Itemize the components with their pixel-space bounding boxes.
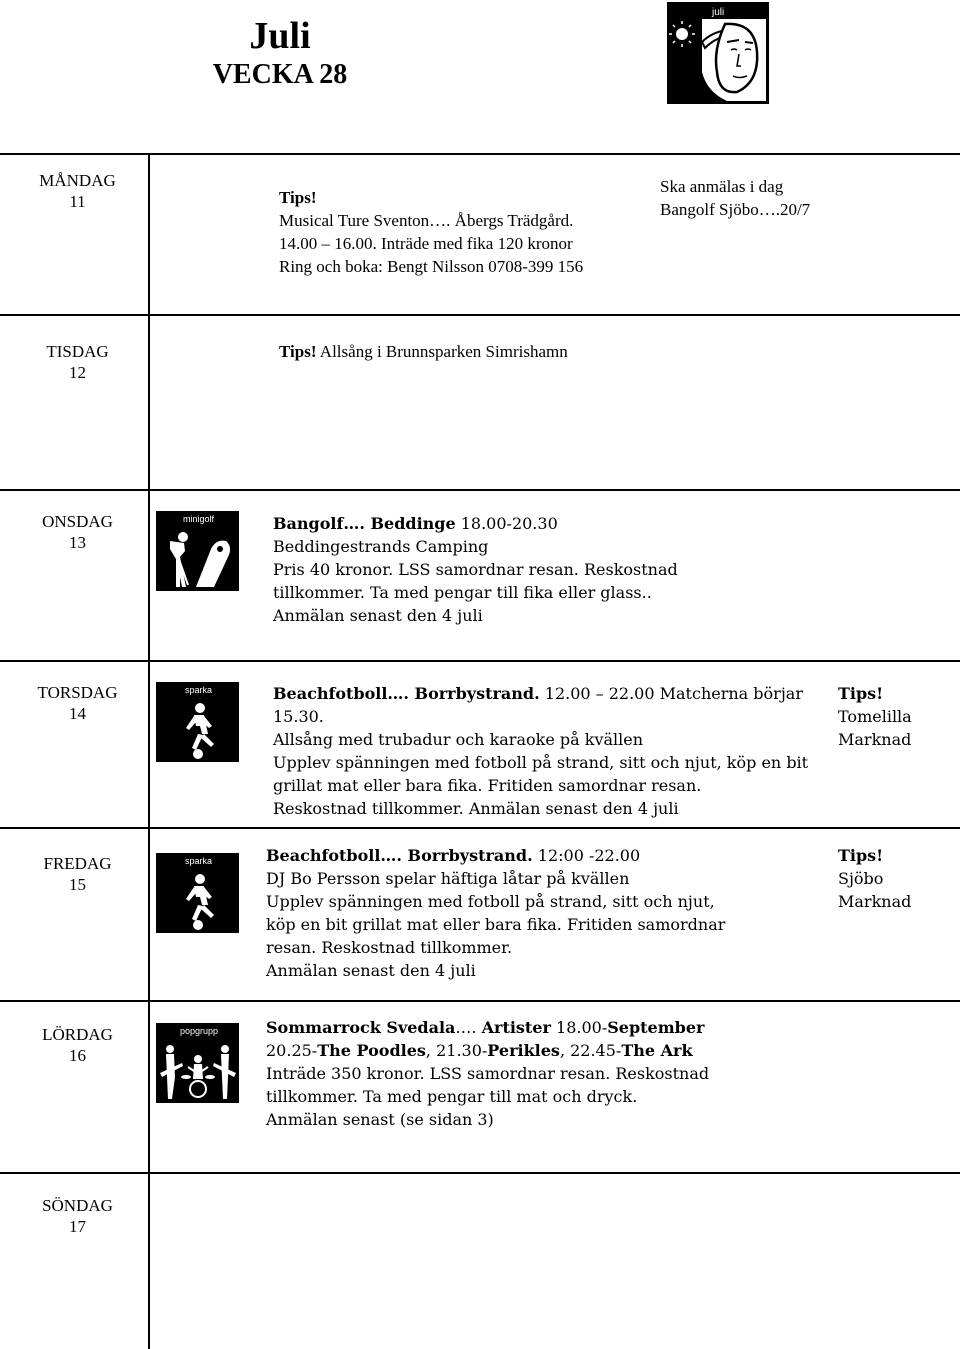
artist-name: The Ark <box>621 1041 693 1060</box>
image-label: juli <box>712 7 725 18</box>
day-name: ONSDAG <box>42 512 113 531</box>
event-line: grillat mat eller bara fika. Fritiden samordnar resan. <box>273 776 702 795</box>
event-line: Ring och boka: Bengt Nilsson 0708-399 156 <box>279 257 584 276</box>
event-time: 12.00 – 22.00 Matcherna börjar <box>539 684 803 703</box>
side-note: Marknad <box>838 730 912 749</box>
event-time: 20.25- <box>266 1041 318 1060</box>
kick-ball-icon <box>156 682 239 762</box>
event-line: Allsång med trubadur och karaoke på kvällen <box>273 730 644 749</box>
minigolf-icon <box>156 511 239 591</box>
event-line: Anmälan senast den 4 juli <box>273 606 483 625</box>
svg-text:sparka: sparka <box>185 856 213 866</box>
row-divider <box>0 827 960 829</box>
day-number: 11 <box>69 192 86 211</box>
tips-label: Tips! <box>838 846 884 865</box>
event-text: …. <box>455 1018 482 1037</box>
page-title: Juli <box>249 15 311 57</box>
event-time: 12:00 -22.00 <box>532 846 641 865</box>
event-line: Pris 40 kronor. LSS samordnar resan. Reskostnad <box>273 560 678 579</box>
day-name: TORSDAG <box>37 683 118 702</box>
day-number: 17 <box>69 1217 86 1236</box>
event-line: 14.00 – 16.00. Inträde med fika 120 kronor <box>279 234 573 253</box>
day-name: LÖRDAG <box>42 1025 113 1044</box>
event-line: 15.30. <box>273 707 324 726</box>
column-divider <box>148 153 150 1349</box>
svg-text:popgrupp: popgrupp <box>180 1026 219 1036</box>
side-note: Sjöbo <box>838 869 884 888</box>
event-line: Beddingestrands Camping <box>273 537 489 556</box>
event-time: , 22.45- <box>559 1041 622 1060</box>
event-line: köp en bit grillat mat eller bara fika. Fritiden samordnar <box>266 915 726 934</box>
svg-text:minigolf: minigolf <box>183 514 215 524</box>
row-divider <box>0 1172 960 1174</box>
event-time: , 21.30- <box>425 1041 488 1060</box>
tips-label: Tips! <box>838 684 884 703</box>
side-note: Ska anmälas i dag <box>660 177 784 196</box>
event-title: Artister <box>481 1018 551 1037</box>
event-line: Anmälan senast (se sidan 3) <box>266 1110 494 1129</box>
day-number: 13 <box>69 533 86 552</box>
tips-label: Tips! <box>279 342 317 361</box>
row-divider <box>0 153 960 155</box>
event-title: Bangolf…. Beddinge <box>273 514 456 533</box>
day-number: 15 <box>69 875 86 894</box>
day-number: 14 <box>69 704 86 723</box>
event-line: resan. Reskostnad tillkommer. <box>266 938 513 957</box>
event-line: Allsång i Brunnsparken Simrishamn <box>316 342 568 361</box>
row-divider <box>0 489 960 491</box>
svg-text:sparka: sparka <box>185 685 213 695</box>
juli-header-image <box>667 2 769 104</box>
event-line: tillkommer. Ta med pengar till fika eller glass.. <box>273 583 652 602</box>
day-name: MÅNDAG <box>39 171 116 190</box>
event-title: Beachfotboll…. Borrbystrand. <box>266 846 533 865</box>
week-heading: VECKA 28 <box>212 59 348 90</box>
event-line: Musical Ture Sventon…. Åbergs Trädgård. <box>279 211 574 230</box>
event-title: September <box>607 1018 705 1037</box>
kick-ball-icon <box>156 853 239 933</box>
event-line: Inträde 350 kronor. LSS samordnar resan. Reskostnad <box>266 1064 710 1083</box>
event-line: Upplev spänningen med fotboll på strand, sitt och njut, köp en bit <box>273 753 809 772</box>
event-line: tillkommer. Ta med pengar till mat och dryck. <box>266 1087 638 1106</box>
day-name: TISDAG <box>46 342 109 361</box>
side-note: Tomelilla <box>838 707 912 726</box>
event-line: DJ Bo Persson spelar häftiga låtar på kvällen <box>266 869 630 888</box>
event-title: Beachfotboll…. Borrbystrand. <box>273 684 540 703</box>
day-number: 16 <box>69 1046 86 1065</box>
artist-name: Perikles <box>487 1041 560 1060</box>
event-title: Sommarrock Svedala <box>266 1018 456 1037</box>
side-note: Marknad <box>838 892 912 911</box>
tips-label: Tips! <box>279 188 317 207</box>
row-divider <box>0 1000 960 1002</box>
day-name: SÖNDAG <box>42 1196 113 1215</box>
artist-name: The Poodles <box>317 1041 426 1060</box>
event-time: 18.00-20.30 <box>455 514 558 533</box>
event-line: Reskostnad tillkommer. Anmälan senast den 4 juli <box>273 799 679 818</box>
row-divider <box>0 314 960 316</box>
day-name: FREDAG <box>43 854 112 873</box>
event-time: 18.00- <box>550 1018 608 1037</box>
event-line: Anmälan senast den 4 juli <box>266 961 476 980</box>
row-divider <box>0 660 960 662</box>
band-icon <box>156 1023 239 1103</box>
side-note: Bangolf Sjöbo….20/7 <box>660 200 811 219</box>
day-number: 12 <box>69 363 86 382</box>
event-line: Upplev spänningen med fotboll på strand, sitt och njut, <box>266 892 715 911</box>
